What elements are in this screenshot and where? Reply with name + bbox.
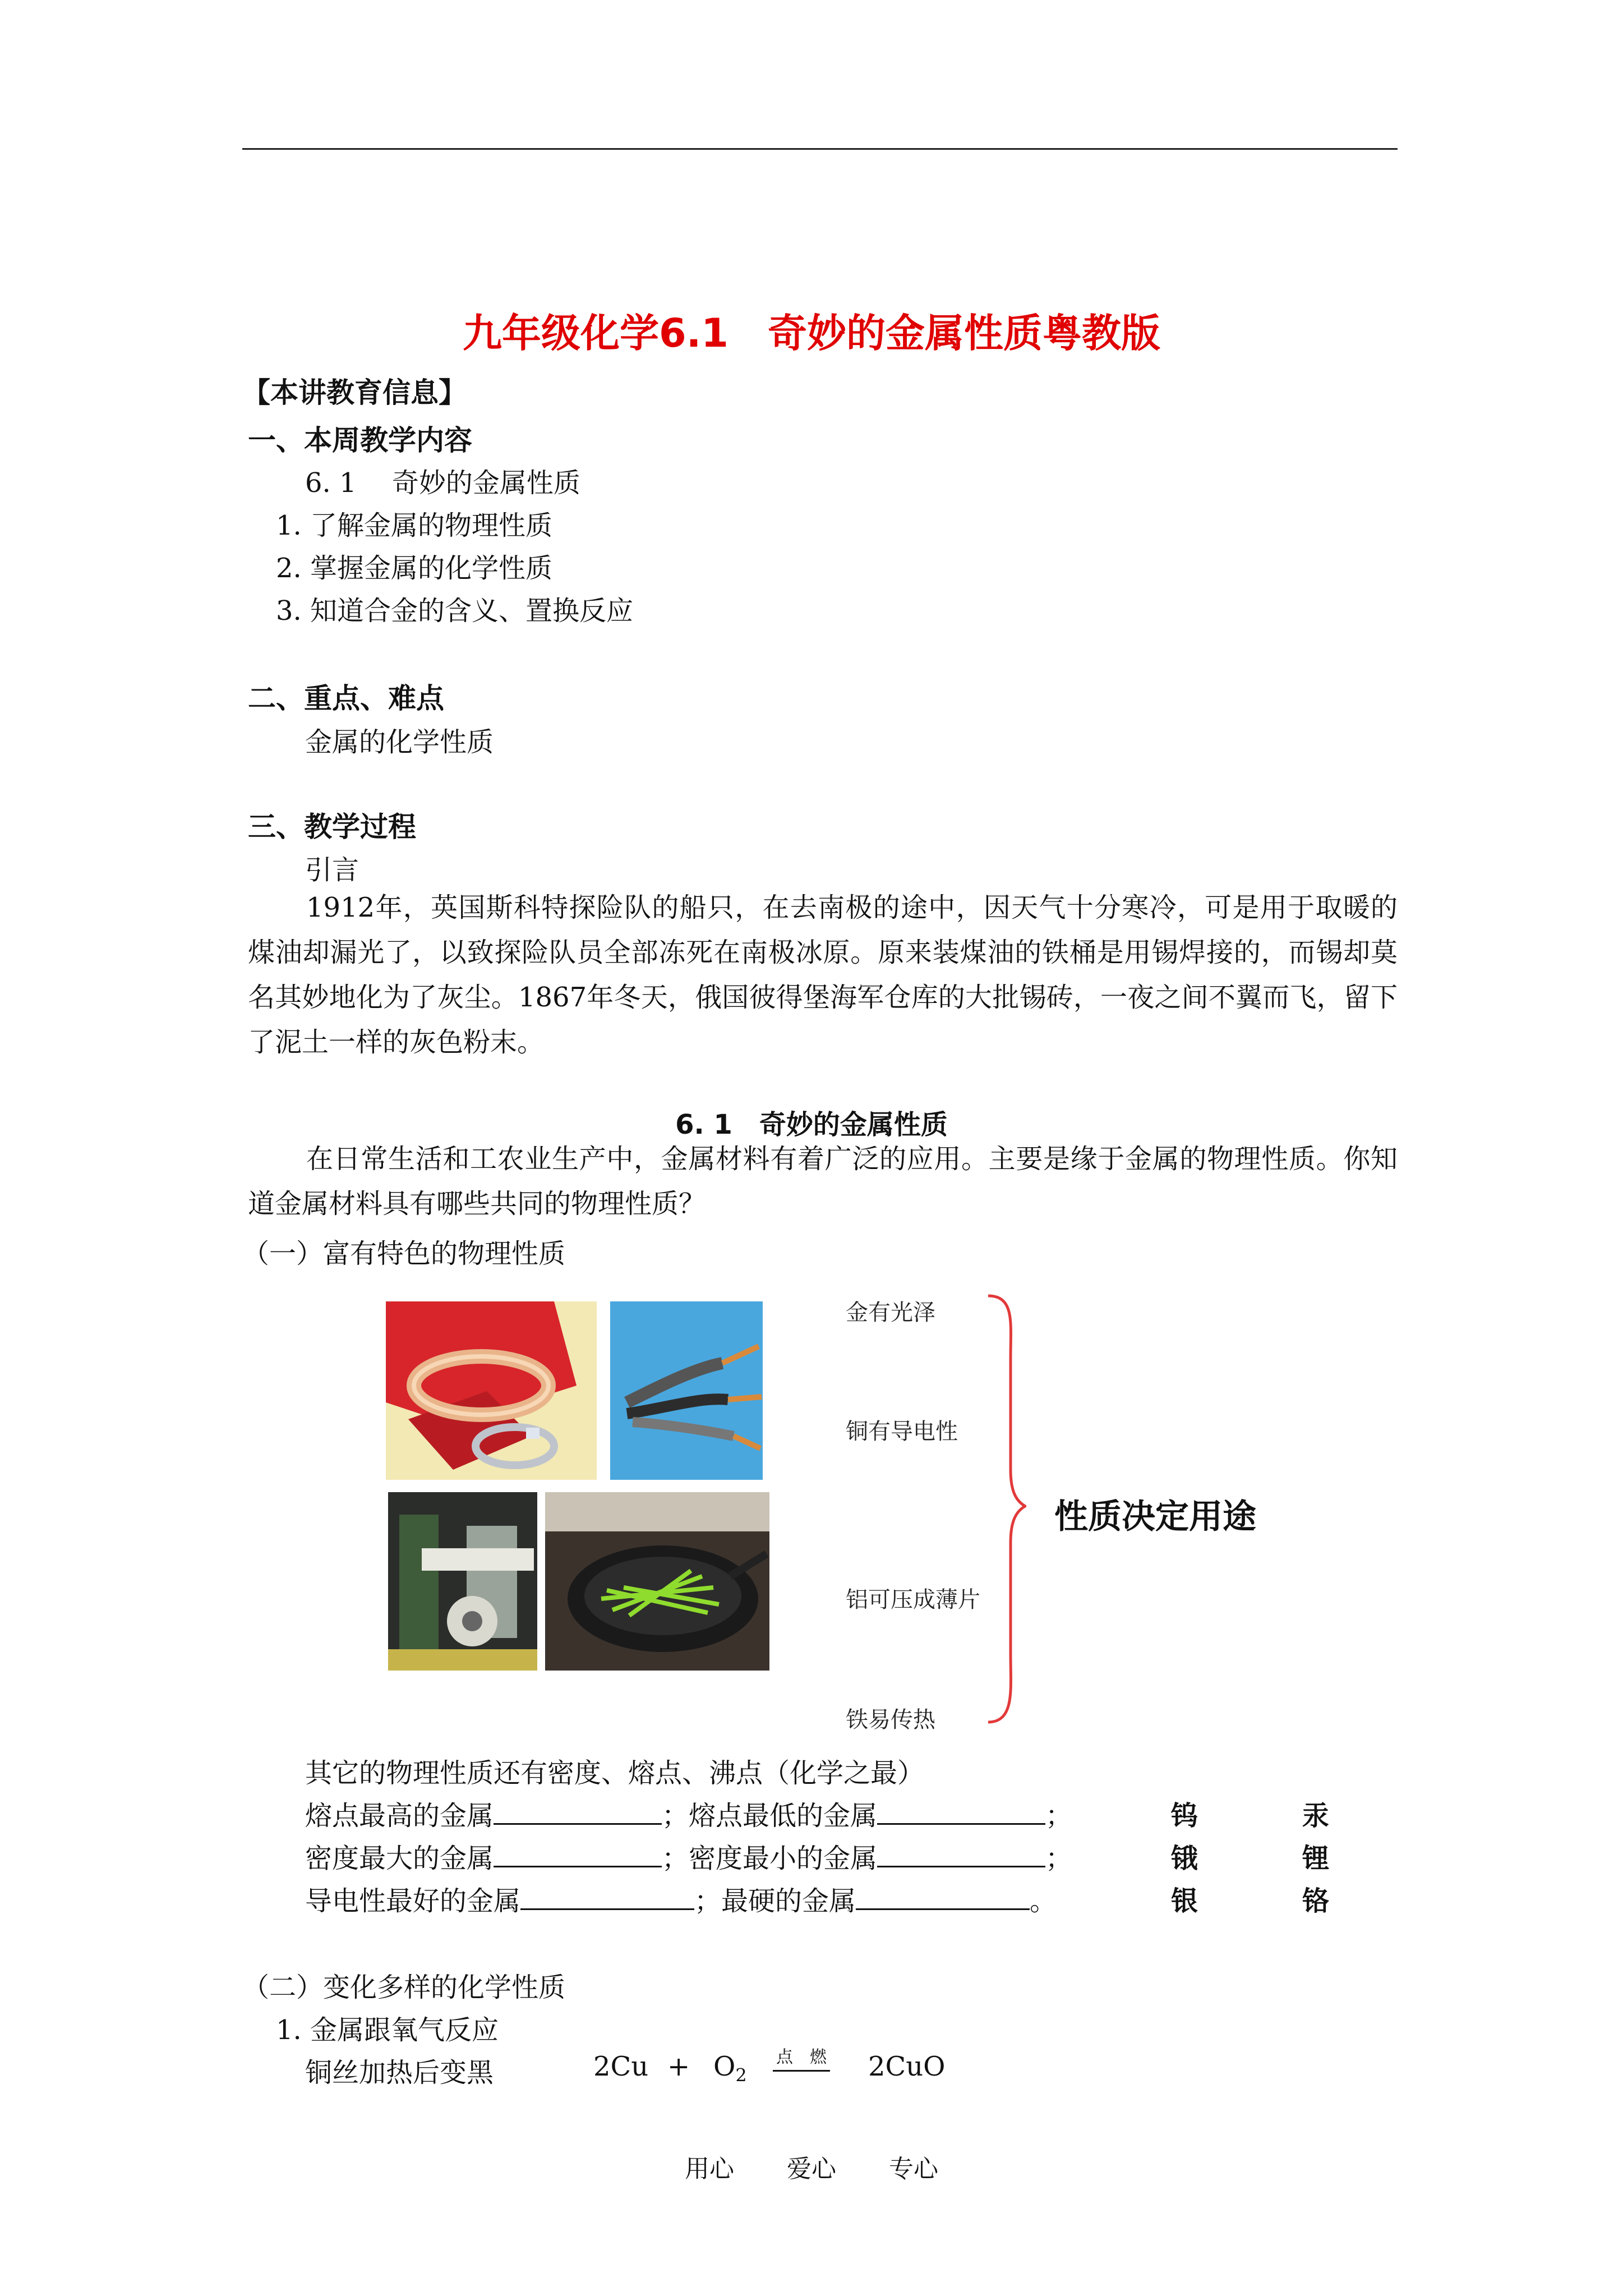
- fill-row: [305, 1879, 1057, 1918]
- question-text: 导电性最好的金属: [305, 1885, 521, 1917]
- fill-row: [305, 1837, 1072, 1875]
- wire-photo: [610, 1301, 763, 1480]
- caption-copper: 铜有导电性: [846, 1419, 958, 1444]
- separator: ；: [1045, 1800, 1073, 1832]
- answer-text: 锂: [1302, 1843, 1330, 1874]
- story-paragraph: 1912年，英国斯科特探险队的船只，在去南极的途中，因天气十分寒冷，可是用于取暖的煤油却漏光了，以致探险队员全部冻死在南极冰原。原来装煤油的铁桶是用锡焊接的，而锡却莫名其妙地化为了灰尘。1867年冬天，俄国彼得堡海军仓库的大批锡砖，一夜之间不翼而飞，留下了泥土一样的灰色粉末。: [248, 892, 1398, 1058]
- answer-text: 铬: [1302, 1885, 1330, 1917]
- section1-subtitle: 6. 1 奇妙的金属性质: [305, 467, 580, 499]
- caption-gold: 金有光泽: [846, 1300, 935, 1326]
- foil-machine-photo: [388, 1492, 537, 1671]
- list-item: 2. 掌握金属的化学性质: [276, 553, 553, 584]
- right-brace: [981, 1290, 1026, 1728]
- list-item: 3. 知道合金的含义、置换反应: [276, 595, 634, 627]
- question-text: 熔点最高的金属: [305, 1800, 494, 1832]
- part1-heading: （一）富有特色的物理性质: [242, 1238, 566, 1269]
- answer-text: 银: [1171, 1885, 1198, 1917]
- section1-heading: 一、本周教学内容: [248, 424, 472, 457]
- header-rule: [242, 148, 1398, 150]
- answer-blank[interactable]: [494, 1840, 662, 1867]
- list-item: 1. 了解金属的物理性质: [276, 510, 553, 541]
- footer-word: 专心: [889, 2155, 938, 2183]
- example-text: 铜丝加热后变黑: [305, 2057, 494, 2088]
- answer-blank[interactable]: [520, 1883, 694, 1910]
- subsection-title: 6. 1 奇妙的金属性质: [675, 1109, 948, 1140]
- equation-right: 2CuO: [868, 2051, 946, 2082]
- footer-word: 爱心: [787, 2155, 836, 2183]
- separator: 。: [1030, 1885, 1057, 1917]
- conclusion-text: 性质决定用途: [1054, 1497, 1256, 1536]
- answer-blank[interactable]: [877, 1840, 1045, 1867]
- oxygen-subscript: 2: [735, 2064, 747, 2086]
- answer-blank[interactable]: [494, 1797, 662, 1825]
- separator: ；: [662, 1843, 689, 1874]
- section2-heading: 二、重点、难点: [248, 682, 444, 715]
- wok-photo: [545, 1492, 769, 1671]
- separator: ；: [694, 1885, 722, 1917]
- intro-label: 引言: [305, 854, 359, 886]
- answer-text: 钨: [1171, 1800, 1198, 1832]
- caption-iron: 铁易传热: [846, 1707, 935, 1733]
- fill-row: [305, 1794, 1072, 1833]
- footer-word: 用心: [685, 2155, 734, 2183]
- part2-heading: （二）变化多样的化学性质: [242, 1972, 566, 2003]
- ring-photo: [386, 1301, 597, 1480]
- equation-oxygen: [713, 2051, 747, 2086]
- part2-item: 1. 金属跟氧气反应: [276, 2014, 499, 2046]
- section2-text: 金属的化学性质: [305, 726, 494, 758]
- other-props-intro: 其它的物理性质还有密度、熔点、沸点（化学之最）: [305, 1757, 925, 1789]
- footer: [0, 2148, 1623, 2184]
- answer-text: 锇: [1171, 1843, 1198, 1874]
- caption-aluminum: 铝可压成薄片: [846, 1587, 980, 1613]
- answer-blank[interactable]: [877, 1797, 1045, 1825]
- question-text: 熔点最低的金属: [689, 1800, 878, 1832]
- equation-plus: +: [667, 2051, 690, 2082]
- subsection-intro: 在日常生活和工农业生产中，金属材料有着广泛的应用。主要是缘于金属的物理性质。你知道金属材料具有哪些共同的物理性质？: [248, 1143, 1398, 1220]
- question-text: 密度最大的金属: [305, 1843, 494, 1874]
- answer-blank[interactable]: [856, 1883, 1030, 1910]
- question-text: 最硬的金属: [721, 1885, 856, 1917]
- page-title: 九年级化学6.1 奇妙的金属性质粤教版: [462, 310, 1160, 356]
- question-text: 密度最小的金属: [689, 1843, 878, 1874]
- reaction-condition: 点 燃: [773, 2043, 830, 2072]
- separator: ；: [662, 1800, 689, 1832]
- equation-left: 2Cu: [593, 2051, 649, 2082]
- oxygen-symbol: O: [713, 2051, 736, 2082]
- separator: ；: [1045, 1843, 1073, 1874]
- section3-heading: 三、教学过程: [248, 811, 416, 843]
- info-header: 【本讲教育信息】: [242, 376, 467, 409]
- answer-text: 汞: [1302, 1800, 1330, 1832]
